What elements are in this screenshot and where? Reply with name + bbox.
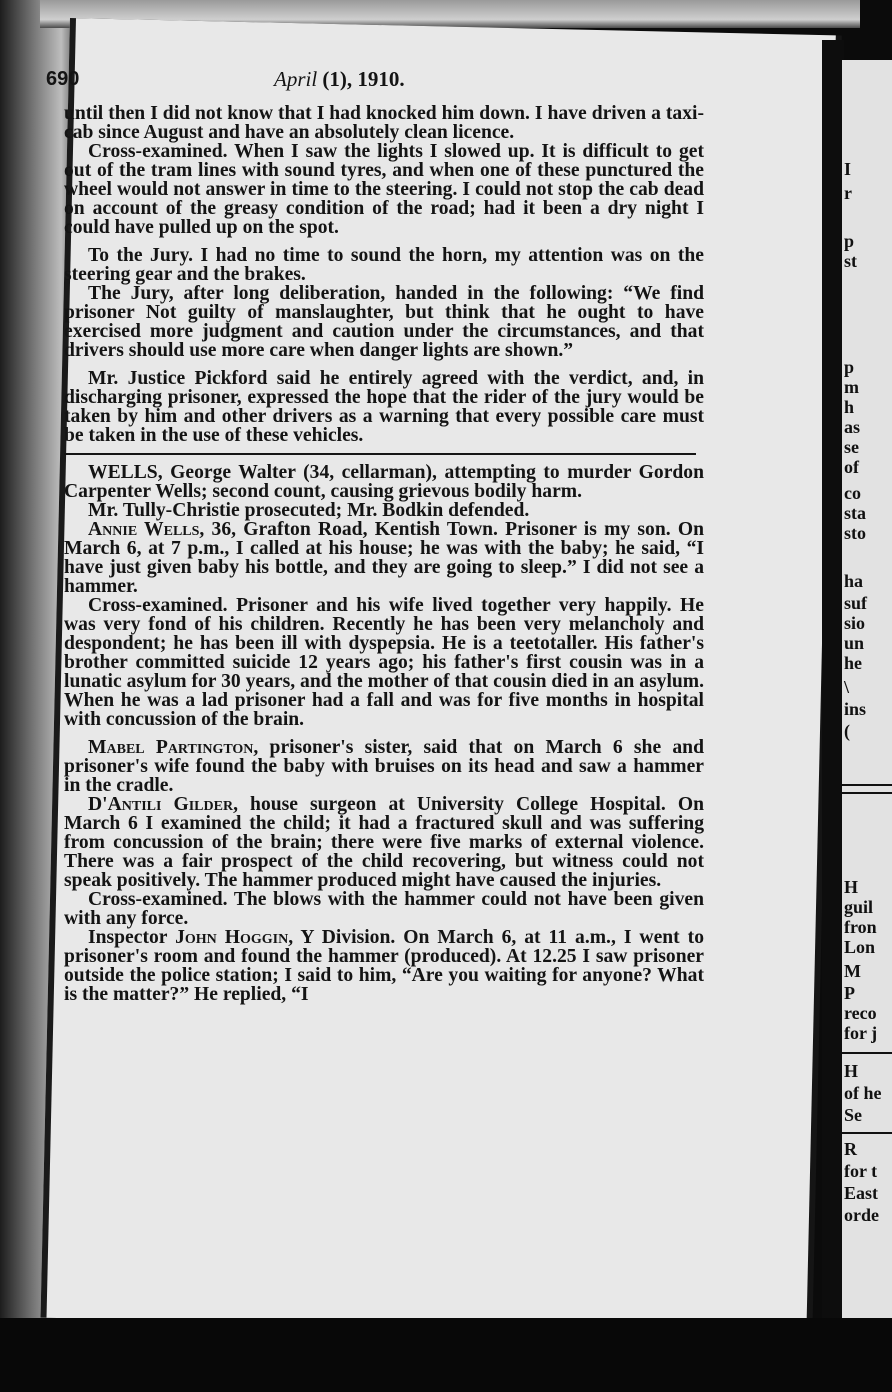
case-counsel: Mr. Tully-Christie prosecuted; Mr. Bodkin defended. xyxy=(88,500,530,521)
facing-fragment: ins xyxy=(844,699,867,719)
facing-fragment: sto xyxy=(844,523,866,543)
facing-fragment: of xyxy=(844,457,859,477)
facing-fragment: p xyxy=(844,357,855,377)
facing-fragment: Lon xyxy=(844,937,876,957)
bottom-scan-edge xyxy=(0,1318,892,1392)
facing-rule xyxy=(842,792,892,794)
facing-fragment: of he xyxy=(844,1083,882,1103)
facing-fragment: un xyxy=(844,633,865,653)
facing-fragment: ha xyxy=(844,571,864,591)
witness-name: D'Antili Gilder xyxy=(88,794,234,815)
cross-examination-1: Cross-examined. Prisoner and his wife lived together very happily. He was very fond of his children. Recently he has been very melancholy and despondent; he has been ill with dyspepsia. He is a teetotaller. His father's brother committed suicide 12 years ago; his father's first cousin was in a lunatic asylum for 30 years, and the mother of that cousin died in an asylum. When he was a lad prisoner had a fall and was for five months in hospital with concussion of the brain. xyxy=(64,595,704,730)
paragraph-5: Mr. Justice Pickford said he entirely agreed with the verdict, and, in discharging prisoner, expressed the hope that the rider of the jury would be taken by him and other drivers as a warning that every possible care must be taken in the use of these vehicles. xyxy=(64,368,704,446)
witness-john-hoggin xyxy=(64,928,704,1004)
witness-mabel-partington xyxy=(64,738,704,795)
witness-testimony: , 36, Grafton Road, Kentish Town. Prisoner is my son. On March 6, at 7 p.m., I called at his house; he was with the baby; he said, “I have just given baby his bottle, and they are going to sleep.” I did not see a hammer. xyxy=(64,519,704,597)
witness-rank: Inspector xyxy=(88,927,176,948)
paragraph-3: To the Jury. I had no time to sound the horn, my attention was on the steering gear and the brakes. xyxy=(64,245,704,285)
witness-name: Mabel Partington xyxy=(88,737,254,758)
facing-fragment: M xyxy=(844,961,861,981)
facing-fragment: for t xyxy=(844,1161,878,1181)
witness-testimony: , Y Division. On March 6, at 11 a.m., I went to prisoner's room and found the hammer (produced). At 12.25 I saw prisoner outside the police station; I said to him, “Are you waiting for anyone? What is the matter?” He replied, “I xyxy=(64,927,704,1005)
facing-fragment: guil xyxy=(844,897,874,917)
facing-fragment: H xyxy=(844,1061,859,1081)
page-number: 690 xyxy=(46,68,80,90)
facing-fragment: H xyxy=(844,877,859,897)
witness-name: Annie Wells xyxy=(88,519,200,540)
facing-fragment: suf xyxy=(844,593,868,613)
witness-annie-wells xyxy=(64,520,704,596)
witness-testimony: , house surgeon at University College Hospital. On March 6 I examined the child; it had a fractured skull and was suffering from concussion of the brain; there were five marks of external violence. There was a fair prospect of the child recovering, but witness could not speak positively. The hammer produced might have caused the injuries. xyxy=(64,794,704,891)
cross-examination-2: Cross-examined. The blows with the hammer could not have been given with any force. xyxy=(64,889,704,929)
witness-testimony: , prisoner's sister, said that on March 6 she and prisoner's wife found the baby with bruises on its head and saw a hammer in the cradle. xyxy=(64,737,704,796)
page-date xyxy=(274,67,405,91)
facing-fragment: R xyxy=(844,1139,857,1159)
case-title: WELLS, George Walter (34, cellarman), attempting to murder Gordon Carpenter Wells; second count, causing grievous bodily harm. xyxy=(64,462,704,502)
facing-fragment: sio xyxy=(844,613,866,633)
page-date-rest: (1), 1910. xyxy=(317,67,405,91)
facing-fragment: P xyxy=(844,983,855,1003)
facing-fragment: East xyxy=(844,1183,879,1203)
facing-fragment: for j xyxy=(844,1023,878,1043)
facing-fragment: ( xyxy=(844,721,850,741)
facing-rule xyxy=(842,1132,892,1134)
facing-fragment: se xyxy=(844,437,859,457)
facing-fragment: p xyxy=(844,231,855,251)
facing-fragment: \ xyxy=(844,677,850,697)
paragraph-2: Cross-examined. When I saw the lights I slowed up. It is difficult to get out of the tram lines with sound tyres, and when one of these punctured the wheel would not answer in time to the steering. I could not stop the cab dead on account of the greasy condition of the road; had it been a dry night I could have pulled up on the spot. xyxy=(64,141,704,238)
facing-fragment: st xyxy=(844,251,857,271)
paragraph-1: until then I did not know that I had knocked him down. I have driven a taxi-cab since August and have an absolutely clean licence. xyxy=(64,103,704,143)
facing-fragment: sta xyxy=(844,503,866,523)
paragraph-4: The Jury, after long deliberation, handed in the following: “We find prisoner Not guilty of manslaughter, but think that he ought to have exercised more judgment and caution under the circumstances, and that drivers should use more care when danger lights are shown.” xyxy=(64,283,704,361)
page-date-month: April xyxy=(274,67,318,91)
facing-fragment: fron xyxy=(844,917,877,937)
facing-fragment: Se xyxy=(844,1105,862,1125)
facing-fragment: as xyxy=(844,417,861,437)
facing-fragment: orde xyxy=(844,1205,879,1225)
witness-dantili-gilder xyxy=(64,795,704,890)
facing-fragment: reco xyxy=(844,1003,877,1023)
facing-page-edge xyxy=(842,60,892,1350)
facing-rule xyxy=(842,1052,892,1054)
facing-fragment: I xyxy=(844,159,852,179)
page-header xyxy=(42,67,732,104)
book-gutter xyxy=(822,40,844,1360)
facing-fragment: h xyxy=(844,397,855,417)
facing-fragment: he xyxy=(844,653,862,673)
facing-rule xyxy=(842,784,892,786)
facing-fragment: co xyxy=(844,483,861,503)
facing-fragment: r xyxy=(844,183,852,203)
witness-name: John Hoggin xyxy=(175,927,289,948)
case-divider xyxy=(64,453,696,455)
facing-fragment: m xyxy=(844,377,859,397)
page-content xyxy=(46,67,724,1005)
